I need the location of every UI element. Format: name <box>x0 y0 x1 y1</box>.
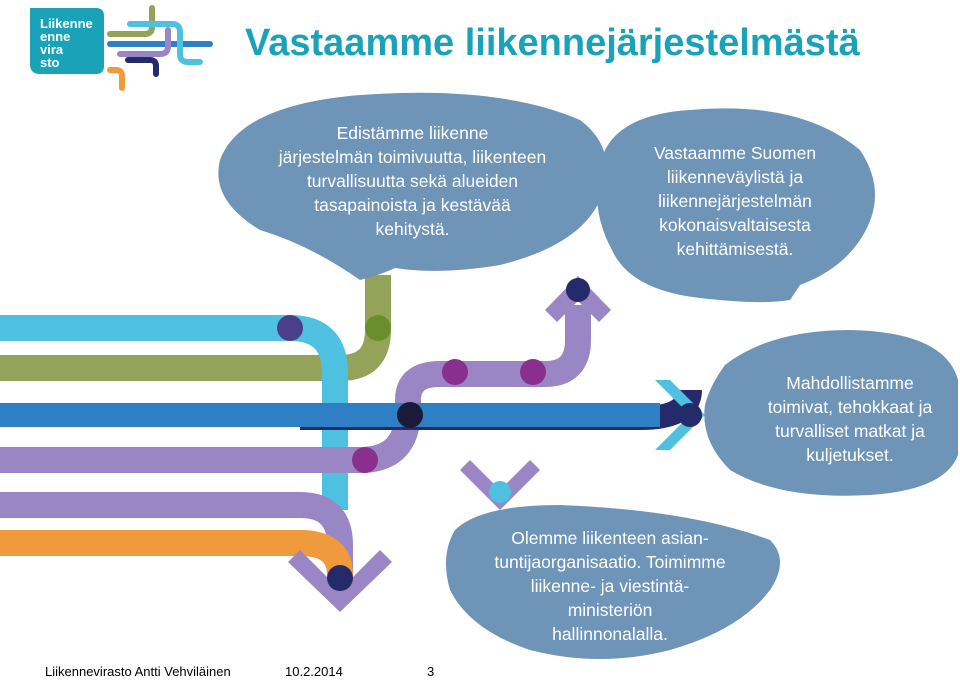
logo-line-1: Liikenne <box>40 16 93 31</box>
footer-date: 10.2.2014 <box>285 664 343 679</box>
bubble-3-text: Mahdollistamme toimivat, tehokkaat ja turvalliset matkat ja kuljetukset. <box>767 373 933 465</box>
logo-line-2: enne <box>40 29 71 44</box>
footer-page-number: 3 <box>427 664 435 679</box>
logo-line-4: sto <box>40 55 60 70</box>
bubble-4-text: Olemme liikenteen asian- tuntijaorganisaatio. Toimimme liikenne- ja viestintä- ministeriön hallinnonalalla. <box>494 528 726 644</box>
slide-title: Vastaamme liikennejärjestelmästä <box>245 22 860 64</box>
footer-org-author: Liikennevirasto Antti Vehviläinen <box>45 664 231 679</box>
bubble-2-text: Vastaamme Suomen liikenneväylistä ja liikennejärjestelmän kokonaisvaltaisesta kehittämisestä. <box>653 143 817 259</box>
bubble-1-text: Edistämme liikenne järjestelmän toimivuutta, liikenteen turvallisuutta sekä alueiden tasapainoista ja kestävää kehitystä. <box>278 123 547 239</box>
logo-line-3: vira <box>40 42 64 57</box>
